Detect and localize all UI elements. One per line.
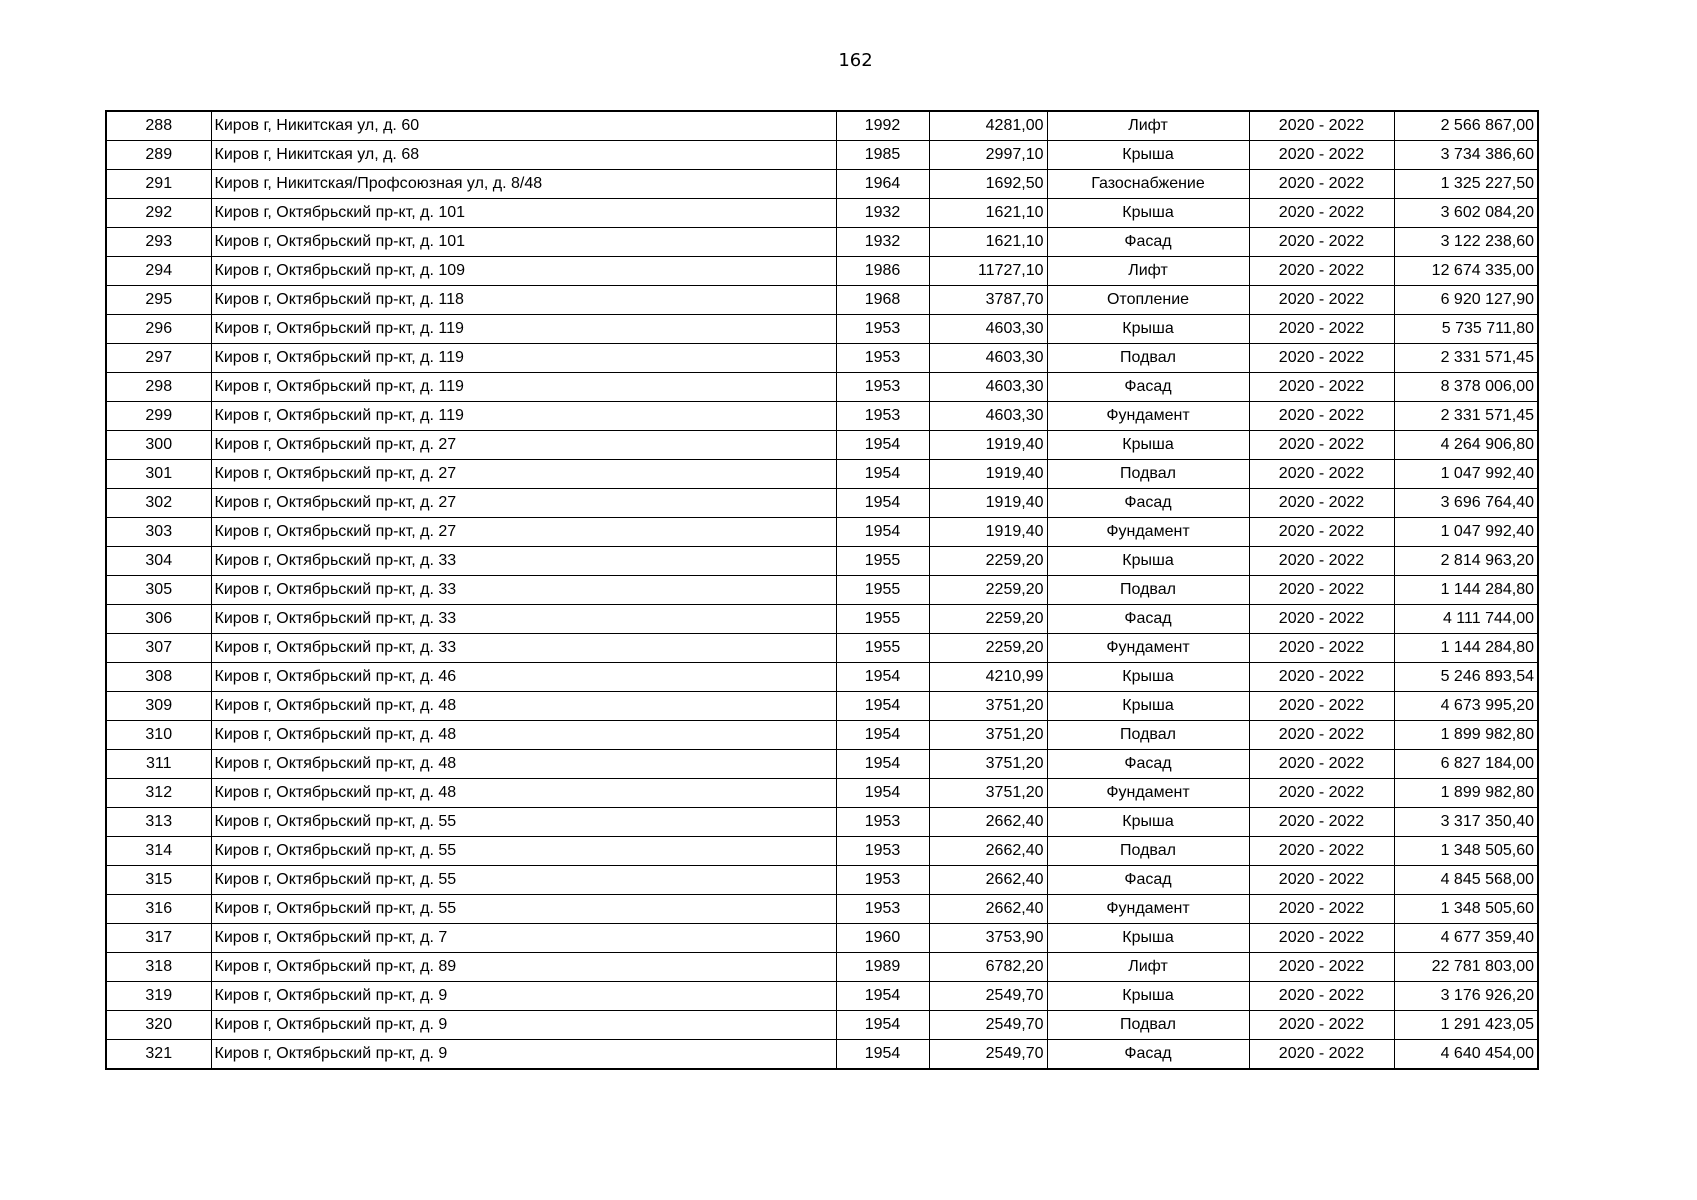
period-cell: 2020 - 2022 bbox=[1249, 924, 1394, 953]
build-year-cell: 1932 bbox=[836, 228, 929, 257]
work-type-cell: Отопление bbox=[1047, 286, 1249, 315]
table-row bbox=[106, 982, 1538, 1011]
table-row bbox=[106, 750, 1538, 779]
period-cell: 2020 - 2022 bbox=[1249, 750, 1394, 779]
row-number-cell: 288 bbox=[106, 111, 211, 141]
cost-cell: 4 673 995,20 bbox=[1394, 692, 1538, 721]
address-cell: Киров г, Никитская/Профсоюзная ул, д. 8/48 bbox=[211, 170, 836, 199]
cost-cell: 6 920 127,90 bbox=[1394, 286, 1538, 315]
row-number-cell: 303 bbox=[106, 518, 211, 547]
area-cell: 1621,10 bbox=[929, 199, 1047, 228]
cost-cell: 1 291 423,05 bbox=[1394, 1011, 1538, 1040]
address-cell: Киров г, Октябрьский пр-кт, д. 55 bbox=[211, 895, 836, 924]
period-cell: 2020 - 2022 bbox=[1249, 837, 1394, 866]
period-cell: 2020 - 2022 bbox=[1249, 170, 1394, 199]
row-number-cell: 294 bbox=[106, 257, 211, 286]
build-year-cell: 1954 bbox=[836, 692, 929, 721]
work-type-cell: Подвал bbox=[1047, 837, 1249, 866]
table-row bbox=[106, 721, 1538, 750]
work-type-cell: Крыша bbox=[1047, 315, 1249, 344]
area-cell: 2549,70 bbox=[929, 1011, 1047, 1040]
table-row bbox=[106, 111, 1538, 141]
period-cell: 2020 - 2022 bbox=[1249, 866, 1394, 895]
address-cell: Киров г, Октябрьский пр-кт, д. 119 bbox=[211, 344, 836, 373]
cost-cell: 4 677 359,40 bbox=[1394, 924, 1538, 953]
cost-cell: 3 602 084,20 bbox=[1394, 199, 1538, 228]
area-cell: 2259,20 bbox=[929, 605, 1047, 634]
table-row bbox=[106, 953, 1538, 982]
period-cell: 2020 - 2022 bbox=[1249, 895, 1394, 924]
address-cell: Киров г, Октябрьский пр-кт, д. 48 bbox=[211, 721, 836, 750]
area-cell: 2259,20 bbox=[929, 547, 1047, 576]
period-cell: 2020 - 2022 bbox=[1249, 315, 1394, 344]
cost-cell: 2 814 963,20 bbox=[1394, 547, 1538, 576]
table-row bbox=[106, 547, 1538, 576]
work-type-cell: Фасад bbox=[1047, 750, 1249, 779]
work-type-cell: Крыша bbox=[1047, 431, 1249, 460]
area-cell: 2259,20 bbox=[929, 576, 1047, 605]
build-year-cell: 1953 bbox=[836, 895, 929, 924]
area-cell: 1919,40 bbox=[929, 489, 1047, 518]
cost-cell: 8 378 006,00 bbox=[1394, 373, 1538, 402]
address-cell: Киров г, Октябрьский пр-кт, д. 46 bbox=[211, 663, 836, 692]
table-row bbox=[106, 895, 1538, 924]
build-year-cell: 1953 bbox=[836, 315, 929, 344]
area-cell: 2662,40 bbox=[929, 837, 1047, 866]
build-year-cell: 1954 bbox=[836, 750, 929, 779]
table-row bbox=[106, 518, 1538, 547]
row-number-cell: 296 bbox=[106, 315, 211, 344]
address-cell: Киров г, Октябрьский пр-кт, д. 48 bbox=[211, 692, 836, 721]
area-cell: 2662,40 bbox=[929, 895, 1047, 924]
table-row bbox=[106, 286, 1538, 315]
cost-cell: 4 640 454,00 bbox=[1394, 1040, 1538, 1070]
work-type-cell: Фасад bbox=[1047, 228, 1249, 257]
work-type-cell: Фундамент bbox=[1047, 634, 1249, 663]
build-year-cell: 1986 bbox=[836, 257, 929, 286]
row-number-cell: 314 bbox=[106, 837, 211, 866]
cost-cell: 1 144 284,80 bbox=[1394, 576, 1538, 605]
cost-cell: 3 317 350,40 bbox=[1394, 808, 1538, 837]
address-cell: Киров г, Октябрьский пр-кт, д. 55 bbox=[211, 808, 836, 837]
cost-cell: 1 348 505,60 bbox=[1394, 837, 1538, 866]
work-type-cell: Подвал bbox=[1047, 576, 1249, 605]
table-row bbox=[106, 489, 1538, 518]
period-cell: 2020 - 2022 bbox=[1249, 779, 1394, 808]
period-cell: 2020 - 2022 bbox=[1249, 344, 1394, 373]
work-type-cell: Подвал bbox=[1047, 721, 1249, 750]
row-number-cell: 302 bbox=[106, 489, 211, 518]
work-type-cell: Фундамент bbox=[1047, 895, 1249, 924]
period-cell: 2020 - 2022 bbox=[1249, 460, 1394, 489]
work-type-cell: Фасад bbox=[1047, 866, 1249, 895]
address-cell: Киров г, Октябрьский пр-кт, д. 33 bbox=[211, 605, 836, 634]
row-number-cell: 307 bbox=[106, 634, 211, 663]
table-row bbox=[106, 257, 1538, 286]
address-cell: Киров г, Октябрьский пр-кт, д. 33 bbox=[211, 547, 836, 576]
row-number-cell: 291 bbox=[106, 170, 211, 199]
address-cell: Киров г, Октябрьский пр-кт, д. 9 bbox=[211, 1011, 836, 1040]
period-cell: 2020 - 2022 bbox=[1249, 373, 1394, 402]
address-cell: Киров г, Октябрьский пр-кт, д. 33 bbox=[211, 576, 836, 605]
work-type-cell: Фасад bbox=[1047, 373, 1249, 402]
build-year-cell: 1985 bbox=[836, 141, 929, 170]
row-number-cell: 310 bbox=[106, 721, 211, 750]
build-year-cell: 1955 bbox=[836, 576, 929, 605]
work-type-cell: Фундамент bbox=[1047, 518, 1249, 547]
period-cell: 2020 - 2022 bbox=[1249, 576, 1394, 605]
build-year-cell: 1960 bbox=[836, 924, 929, 953]
cost-cell: 1 899 982,80 bbox=[1394, 721, 1538, 750]
build-year-cell: 1964 bbox=[836, 170, 929, 199]
cost-cell: 2 331 571,45 bbox=[1394, 344, 1538, 373]
address-cell: Киров г, Октябрьский пр-кт, д. 27 bbox=[211, 489, 836, 518]
period-cell: 2020 - 2022 bbox=[1249, 808, 1394, 837]
period-cell: 2020 - 2022 bbox=[1249, 141, 1394, 170]
address-cell: Киров г, Октябрьский пр-кт, д. 9 bbox=[211, 1040, 836, 1070]
build-year-cell: 1954 bbox=[836, 663, 929, 692]
area-cell: 4603,30 bbox=[929, 344, 1047, 373]
build-year-cell: 1932 bbox=[836, 199, 929, 228]
repair-schedule-table bbox=[105, 110, 1539, 1070]
row-number-cell: 299 bbox=[106, 402, 211, 431]
table-row bbox=[106, 315, 1538, 344]
work-type-cell: Крыша bbox=[1047, 924, 1249, 953]
table-body bbox=[106, 111, 1538, 1069]
address-cell: Киров г, Никитская ул, д. 60 bbox=[211, 111, 836, 141]
cost-cell: 3 122 238,60 bbox=[1394, 228, 1538, 257]
build-year-cell: 1954 bbox=[836, 1040, 929, 1070]
work-type-cell: Крыша bbox=[1047, 663, 1249, 692]
build-year-cell: 1955 bbox=[836, 634, 929, 663]
build-year-cell: 1954 bbox=[836, 431, 929, 460]
address-cell: Киров г, Октябрьский пр-кт, д. 101 bbox=[211, 199, 836, 228]
cost-cell: 6 827 184,00 bbox=[1394, 750, 1538, 779]
build-year-cell: 1954 bbox=[836, 489, 929, 518]
period-cell: 2020 - 2022 bbox=[1249, 402, 1394, 431]
cost-cell: 12 674 335,00 bbox=[1394, 257, 1538, 286]
table-row bbox=[106, 837, 1538, 866]
table-row bbox=[106, 866, 1538, 895]
area-cell: 3751,20 bbox=[929, 692, 1047, 721]
area-cell: 1919,40 bbox=[929, 431, 1047, 460]
cost-cell: 4 845 568,00 bbox=[1394, 866, 1538, 895]
build-year-cell: 1953 bbox=[836, 808, 929, 837]
table-row bbox=[106, 170, 1538, 199]
cost-cell: 1 047 992,40 bbox=[1394, 518, 1538, 547]
period-cell: 2020 - 2022 bbox=[1249, 199, 1394, 228]
address-cell: Киров г, Октябрьский пр-кт, д. 89 bbox=[211, 953, 836, 982]
work-type-cell: Фасад bbox=[1047, 1040, 1249, 1070]
work-type-cell: Газоснабжение bbox=[1047, 170, 1249, 199]
cost-cell: 4 264 906,80 bbox=[1394, 431, 1538, 460]
area-cell: 1621,10 bbox=[929, 228, 1047, 257]
address-cell: Киров г, Октябрьский пр-кт, д. 55 bbox=[211, 837, 836, 866]
period-cell: 2020 - 2022 bbox=[1249, 692, 1394, 721]
row-number-cell: 316 bbox=[106, 895, 211, 924]
address-cell: Киров г, Никитская ул, д. 68 bbox=[211, 141, 836, 170]
area-cell: 1919,40 bbox=[929, 460, 1047, 489]
row-number-cell: 298 bbox=[106, 373, 211, 402]
area-cell: 3751,20 bbox=[929, 721, 1047, 750]
row-number-cell: 297 bbox=[106, 344, 211, 373]
address-cell: Киров г, Октябрьский пр-кт, д. 27 bbox=[211, 431, 836, 460]
work-type-cell: Лифт bbox=[1047, 953, 1249, 982]
row-number-cell: 309 bbox=[106, 692, 211, 721]
row-number-cell: 317 bbox=[106, 924, 211, 953]
period-cell: 2020 - 2022 bbox=[1249, 721, 1394, 750]
row-number-cell: 293 bbox=[106, 228, 211, 257]
cost-cell: 2 331 571,45 bbox=[1394, 402, 1538, 431]
period-cell: 2020 - 2022 bbox=[1249, 228, 1394, 257]
build-year-cell: 1953 bbox=[836, 344, 929, 373]
work-type-cell: Фундамент bbox=[1047, 402, 1249, 431]
area-cell: 2549,70 bbox=[929, 1040, 1047, 1070]
build-year-cell: 1989 bbox=[836, 953, 929, 982]
build-year-cell: 1954 bbox=[836, 518, 929, 547]
work-type-cell: Фундамент bbox=[1047, 779, 1249, 808]
build-year-cell: 1954 bbox=[836, 1011, 929, 1040]
period-cell: 2020 - 2022 bbox=[1249, 286, 1394, 315]
cost-cell: 22 781 803,00 bbox=[1394, 953, 1538, 982]
work-type-cell: Крыша bbox=[1047, 692, 1249, 721]
table-row bbox=[106, 373, 1538, 402]
period-cell: 2020 - 2022 bbox=[1249, 605, 1394, 634]
row-number-cell: 313 bbox=[106, 808, 211, 837]
cost-cell: 4 111 744,00 bbox=[1394, 605, 1538, 634]
area-cell: 6782,20 bbox=[929, 953, 1047, 982]
table-row bbox=[106, 228, 1538, 257]
period-cell: 2020 - 2022 bbox=[1249, 547, 1394, 576]
cost-cell: 5 735 711,80 bbox=[1394, 315, 1538, 344]
build-year-cell: 1953 bbox=[836, 402, 929, 431]
area-cell: 3787,70 bbox=[929, 286, 1047, 315]
cost-cell: 1 047 992,40 bbox=[1394, 460, 1538, 489]
row-number-cell: 306 bbox=[106, 605, 211, 634]
row-number-cell: 295 bbox=[106, 286, 211, 315]
area-cell: 4603,30 bbox=[929, 402, 1047, 431]
table-row bbox=[106, 402, 1538, 431]
address-cell: Киров г, Октябрьский пр-кт, д. 119 bbox=[211, 402, 836, 431]
area-cell: 3751,20 bbox=[929, 779, 1047, 808]
period-cell: 2020 - 2022 bbox=[1249, 489, 1394, 518]
address-cell: Киров г, Октябрьский пр-кт, д. 55 bbox=[211, 866, 836, 895]
row-number-cell: 311 bbox=[106, 750, 211, 779]
work-type-cell: Крыша bbox=[1047, 199, 1249, 228]
table-row bbox=[106, 779, 1538, 808]
work-type-cell: Крыша bbox=[1047, 808, 1249, 837]
table-row bbox=[106, 663, 1538, 692]
area-cell: 2259,20 bbox=[929, 634, 1047, 663]
table-row bbox=[106, 1011, 1538, 1040]
address-cell: Киров г, Октябрьский пр-кт, д. 27 bbox=[211, 518, 836, 547]
area-cell: 1692,50 bbox=[929, 170, 1047, 199]
table-row bbox=[106, 1040, 1538, 1070]
period-cell: 2020 - 2022 bbox=[1249, 257, 1394, 286]
build-year-cell: 1954 bbox=[836, 982, 929, 1011]
cost-cell: 1 899 982,80 bbox=[1394, 779, 1538, 808]
build-year-cell: 1968 bbox=[836, 286, 929, 315]
cost-cell: 5 246 893,54 bbox=[1394, 663, 1538, 692]
row-number-cell: 319 bbox=[106, 982, 211, 1011]
row-number-cell: 308 bbox=[106, 663, 211, 692]
work-type-cell: Фасад bbox=[1047, 605, 1249, 634]
address-cell: Киров г, Октябрьский пр-кт, д. 109 bbox=[211, 257, 836, 286]
area-cell: 4210,99 bbox=[929, 663, 1047, 692]
build-year-cell: 1954 bbox=[836, 721, 929, 750]
table-row bbox=[106, 634, 1538, 663]
table-row bbox=[106, 808, 1538, 837]
area-cell: 2549,70 bbox=[929, 982, 1047, 1011]
table-row bbox=[106, 924, 1538, 953]
area-cell: 2662,40 bbox=[929, 808, 1047, 837]
cost-cell: 3 176 926,20 bbox=[1394, 982, 1538, 1011]
row-number-cell: 304 bbox=[106, 547, 211, 576]
build-year-cell: 1992 bbox=[836, 111, 929, 141]
row-number-cell: 312 bbox=[106, 779, 211, 808]
table-row bbox=[106, 605, 1538, 634]
period-cell: 2020 - 2022 bbox=[1249, 518, 1394, 547]
period-cell: 2020 - 2022 bbox=[1249, 1011, 1394, 1040]
area-cell: 4603,30 bbox=[929, 373, 1047, 402]
table-row bbox=[106, 460, 1538, 489]
address-cell: Киров г, Октябрьский пр-кт, д. 48 bbox=[211, 779, 836, 808]
area-cell: 11727,10 bbox=[929, 257, 1047, 286]
work-type-cell: Лифт bbox=[1047, 257, 1249, 286]
period-cell: 2020 - 2022 bbox=[1249, 634, 1394, 663]
row-number-cell: 292 bbox=[106, 199, 211, 228]
row-number-cell: 305 bbox=[106, 576, 211, 605]
work-type-cell: Крыша bbox=[1047, 982, 1249, 1011]
area-cell: 3751,20 bbox=[929, 750, 1047, 779]
build-year-cell: 1955 bbox=[836, 547, 929, 576]
table-row bbox=[106, 141, 1538, 170]
row-number-cell: 315 bbox=[106, 866, 211, 895]
table-row bbox=[106, 576, 1538, 605]
build-year-cell: 1954 bbox=[836, 779, 929, 808]
cost-cell: 1 348 505,60 bbox=[1394, 895, 1538, 924]
area-cell: 3753,90 bbox=[929, 924, 1047, 953]
period-cell: 2020 - 2022 bbox=[1249, 111, 1394, 141]
work-type-cell: Крыша bbox=[1047, 141, 1249, 170]
area-cell: 4281,00 bbox=[929, 111, 1047, 141]
build-year-cell: 1953 bbox=[836, 837, 929, 866]
row-number-cell: 301 bbox=[106, 460, 211, 489]
address-cell: Киров г, Октябрьский пр-кт, д. 118 bbox=[211, 286, 836, 315]
work-type-cell: Фасад bbox=[1047, 489, 1249, 518]
address-cell: Киров г, Октябрьский пр-кт, д. 119 bbox=[211, 373, 836, 402]
cost-cell: 1 325 227,50 bbox=[1394, 170, 1538, 199]
table-row bbox=[106, 431, 1538, 460]
address-cell: Киров г, Октябрьский пр-кт, д. 33 bbox=[211, 634, 836, 663]
address-cell: Киров г, Октябрьский пр-кт, д. 27 bbox=[211, 460, 836, 489]
area-cell: 1919,40 bbox=[929, 518, 1047, 547]
row-number-cell: 321 bbox=[106, 1040, 211, 1070]
period-cell: 2020 - 2022 bbox=[1249, 982, 1394, 1011]
period-cell: 2020 - 2022 bbox=[1249, 953, 1394, 982]
period-cell: 2020 - 2022 bbox=[1249, 431, 1394, 460]
table-row bbox=[106, 344, 1538, 373]
area-cell: 4603,30 bbox=[929, 315, 1047, 344]
cost-cell: 2 566 867,00 bbox=[1394, 111, 1538, 141]
cost-cell: 1 144 284,80 bbox=[1394, 634, 1538, 663]
work-type-cell: Подвал bbox=[1047, 460, 1249, 489]
area-cell: 2997,10 bbox=[929, 141, 1047, 170]
row-number-cell: 320 bbox=[106, 1011, 211, 1040]
work-type-cell: Крыша bbox=[1047, 547, 1249, 576]
build-year-cell: 1953 bbox=[836, 866, 929, 895]
work-type-cell: Подвал bbox=[1047, 344, 1249, 373]
row-number-cell: 318 bbox=[106, 953, 211, 982]
area-cell: 2662,40 bbox=[929, 866, 1047, 895]
address-cell: Киров г, Октябрьский пр-кт, д. 48 bbox=[211, 750, 836, 779]
build-year-cell: 1955 bbox=[836, 605, 929, 634]
address-cell: Киров г, Октябрьский пр-кт, д. 7 bbox=[211, 924, 836, 953]
cost-cell: 3 696 764,40 bbox=[1394, 489, 1538, 518]
table-row bbox=[106, 199, 1538, 228]
cost-cell: 3 734 386,60 bbox=[1394, 141, 1538, 170]
row-number-cell: 289 bbox=[106, 141, 211, 170]
address-cell: Киров г, Октябрьский пр-кт, д. 101 bbox=[211, 228, 836, 257]
build-year-cell: 1954 bbox=[836, 460, 929, 489]
address-cell: Киров г, Октябрьский пр-кт, д. 119 bbox=[211, 315, 836, 344]
page-number: 162 bbox=[838, 50, 873, 71]
period-cell: 2020 - 2022 bbox=[1249, 663, 1394, 692]
address-cell: Киров г, Октябрьский пр-кт, д. 9 bbox=[211, 982, 836, 1011]
build-year-cell: 1953 bbox=[836, 373, 929, 402]
table-row bbox=[106, 692, 1538, 721]
work-type-cell: Лифт bbox=[1047, 111, 1249, 141]
row-number-cell: 300 bbox=[106, 431, 211, 460]
work-type-cell: Подвал bbox=[1047, 1011, 1249, 1040]
period-cell: 2020 - 2022 bbox=[1249, 1040, 1394, 1070]
